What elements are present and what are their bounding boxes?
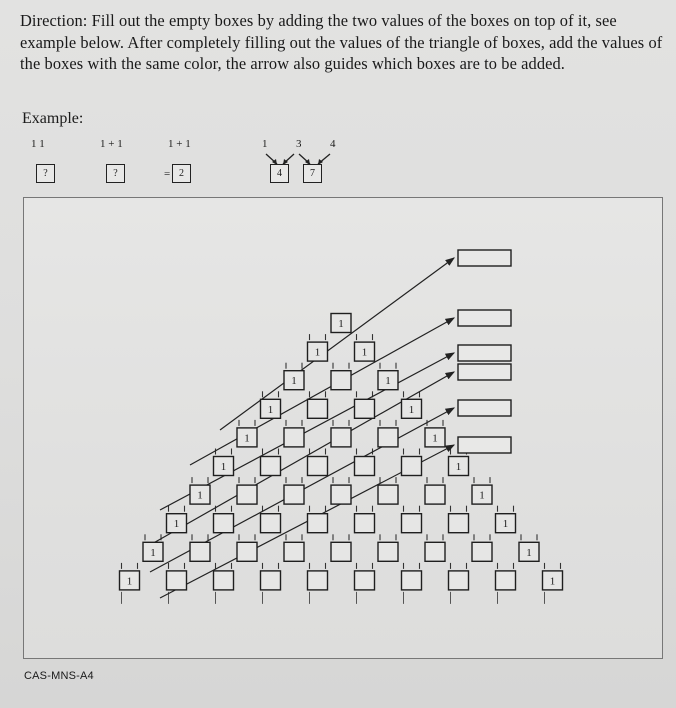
triangle-box-empty[interactable] [496,571,516,590]
example-top-values-3: 1 + 1 [168,138,191,150]
answer-box[interactable] [458,310,511,326]
triangle-box-empty[interactable] [214,571,234,590]
triangle-box-empty[interactable] [472,542,492,561]
triangle-box-value: 1 [432,432,438,445]
triangle-box-value: 1 [502,518,509,531]
example-box-3[interactable]: 2 [172,164,191,183]
example-top-values-1: 1 1 [31,138,45,150]
answer-box[interactable] [458,250,511,266]
connector-ticks [451,506,467,512]
triangle-box-empty[interactable] [214,514,234,533]
triangle-box-empty[interactable] [355,514,375,533]
connector-ticks [192,534,208,540]
triangle-box-empty[interactable] [308,514,328,533]
triangle-box-empty[interactable] [402,514,422,533]
example-chain-top-2: 3 [296,138,302,150]
connector-ticks [192,477,208,483]
triangle-box-one [472,485,492,504]
connector-ticks [286,363,302,369]
connector-ticks [357,563,373,569]
triangle-box-one [355,342,375,361]
triangle-box-empty[interactable] [425,485,445,504]
triangle-box-empty[interactable] [402,457,422,476]
connector-ticks [545,563,561,569]
triangle-box-empty[interactable] [237,485,257,504]
triangle-box-empty[interactable] [331,371,351,390]
answer-box[interactable] [458,345,511,361]
example-chain-top-1: 1 [262,138,268,150]
triangle-box-value: 1 [408,403,415,416]
triangle-box-one [143,542,163,561]
triangle-box-empty[interactable] [190,542,210,561]
connector-ticks [427,534,443,540]
triangle-box-empty[interactable] [331,485,351,504]
triangle-box-one [190,485,210,504]
triangle-box-empty[interactable] [378,542,398,561]
example-top-values-2: 1 + 1 [100,138,123,150]
triangle-box-value: 1 [220,461,227,473]
triangle-box-empty[interactable] [449,514,469,533]
triangle-box-empty[interactable] [449,571,469,590]
triangle-box-empty[interactable] [167,571,187,590]
connector-ticks [239,420,255,426]
connector-ticks [239,477,255,483]
connector-ticks [239,534,255,540]
connector-ticks [263,563,279,569]
triangle-box-empty[interactable] [237,542,257,561]
triangle-box-empty[interactable] [331,542,351,561]
triangle-box-one [496,514,516,533]
connector-ticks [333,534,349,540]
connector-ticks [310,506,326,512]
answer-box[interactable] [458,437,511,453]
triangle-box-empty[interactable] [261,514,281,533]
triangle-box-one [120,571,140,590]
triangle-box-one [167,514,187,533]
connector-ticks [404,506,420,512]
triangle-box-empty[interactable] [284,542,304,561]
connector-ticks [380,363,396,369]
triangle-box-empty[interactable] [284,428,304,447]
triangle-box-value: 1 [455,461,462,473]
triangle-box-empty[interactable] [402,571,422,590]
triangle-box-empty[interactable] [308,571,328,590]
connector-ticks [474,534,490,540]
triangle-box-one [308,342,328,361]
triangle-box-value: 1 [126,575,133,588]
triangle-box-empty[interactable] [425,542,445,561]
answer-box[interactable] [458,364,511,380]
triangle-box-value: 1 [479,489,485,502]
triangle-box-one [543,571,563,590]
connector-ticks [474,477,490,483]
triangle-box-empty[interactable] [308,457,328,476]
connector-ticks [333,363,349,369]
triangle-box-one [425,428,445,447]
triangle-box-one [519,542,539,561]
triangle-box-value: 1 [291,375,297,388]
connector-ticks [169,506,185,512]
triangle-box-empty[interactable] [355,457,375,476]
connector-ticks [498,506,514,512]
triangle-box-empty[interactable] [331,428,351,447]
triangle-box-value: 1 [549,575,556,588]
connector-ticks [357,506,373,512]
triangle-box-value: 1 [338,318,344,330]
guide-arrow [190,318,454,465]
connector-ticks [521,534,537,540]
triangle-box-value: 1 [526,546,532,559]
triangle-box-value: 1 [173,518,180,531]
triangle-box-empty[interactable] [378,485,398,504]
connector-ticks [333,477,349,483]
example-chain-top-3: 4 [330,138,336,150]
connector-ticks [286,420,302,426]
triangle-box-one [237,428,257,447]
triangle-box-empty[interactable] [378,428,398,447]
triangle-box-one [284,371,304,390]
connector-ticks [357,391,373,397]
bottom-row-ticks [122,592,545,604]
triangle-box-one [331,314,351,333]
triangle-box-value: 1 [150,546,156,559]
triangle-box-one [261,399,281,418]
triangle-box-one [402,399,422,418]
answer-box[interactable] [458,400,511,416]
example-box-2[interactable]: ? [106,164,125,183]
triangle-box-value: 1 [385,375,391,388]
triangle-box-empty[interactable] [355,571,375,590]
connector-ticks [427,477,443,483]
connector-ticks [169,563,185,569]
connector-ticks [310,563,326,569]
connector-ticks [286,477,302,483]
triangle-box-empty[interactable] [261,457,281,476]
triangle-box-one [214,457,234,476]
triangle-box-empty[interactable] [261,571,281,590]
triangle-box-value: 1 [267,403,274,416]
triangle-box-value: 1 [314,346,321,359]
connector-ticks [310,334,326,340]
connector-ticks [498,563,514,569]
connector-ticks [404,563,420,569]
example-equals-sign: = [164,168,171,180]
triangle-box-empty[interactable] [308,399,328,418]
connector-ticks [380,534,396,540]
triangle-box-one [378,371,398,390]
connector-ticks [404,449,420,455]
triangle-box-one [449,457,469,476]
example-chain-box-2[interactable]: 7 [303,164,322,183]
triangle-box-empty[interactable] [355,399,375,418]
connector-ticks [145,534,161,540]
connector-ticks [357,334,373,340]
connector-ticks [333,420,349,426]
triangle-box-value: 1 [244,432,250,445]
example-box-1[interactable]: ? [36,164,55,183]
connector-ticks [286,534,302,540]
triangle-box-empty[interactable] [284,485,304,504]
worksheet-code: CAS-MNS-A4 [24,670,94,682]
example-label: Example: [22,110,84,127]
connector-ticks [380,420,396,426]
example-chain-box-1[interactable]: 4 [270,164,289,183]
direction-text: Direction: Fill out the empty boxes by adding the two values of the boxes on top of it, see example below. After completely filling out the values of the triangle of boxes, add the values of the boxes with the same color, the arrow also guides which boxes are to be added. [20,11,663,73]
connector-ticks [451,563,467,569]
triangle-box-value: 1 [197,489,203,502]
triangle-box-value: 1 [361,346,368,359]
connector-ticks [122,563,138,569]
